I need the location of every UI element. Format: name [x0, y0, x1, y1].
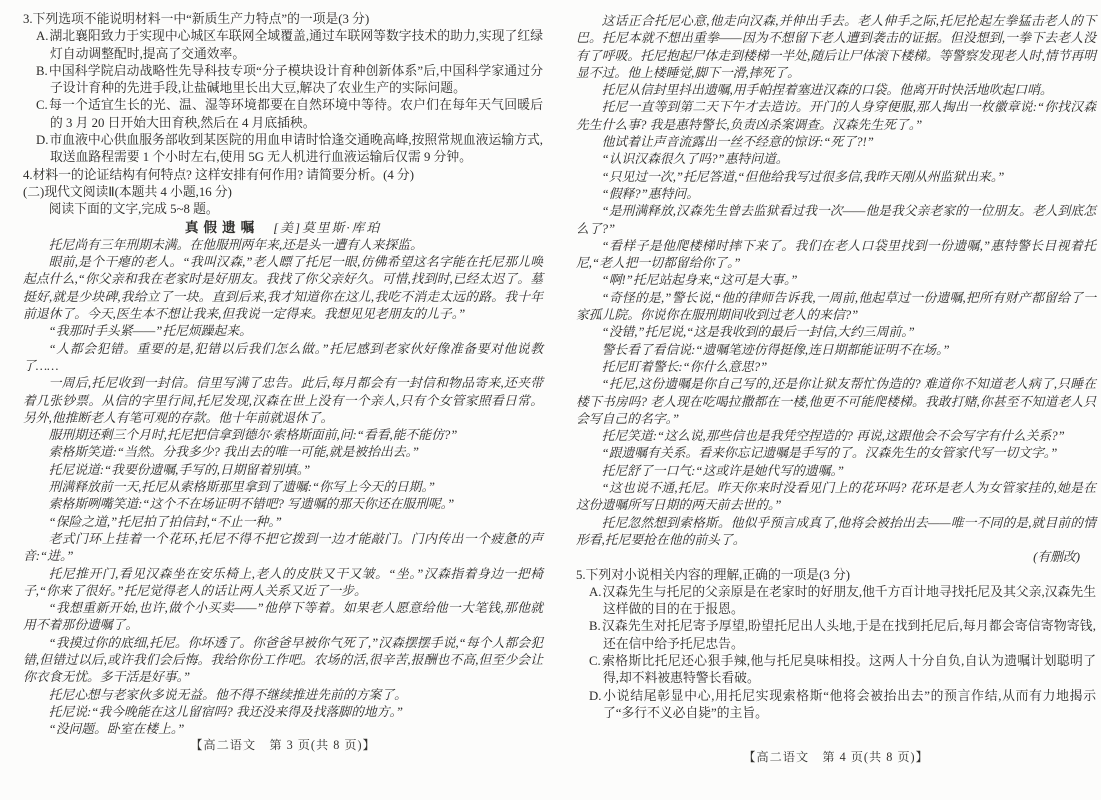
- story-paragraph: 托尼一直等到第二天下午才去造访。开门的人身穿便服,那人掏出一枚徽章说:“你找汉森先生什么事? 我是惠特警长,负责凶杀案调查。汉森先生死了。”: [576, 100, 1096, 132]
- question-5-stem: 5.下列对小说相关内容的理解,正确的一项是(3 分): [576, 567, 851, 582]
- question-3-stem: 3.下列选项不能说明材料一中“新质生产力特点”的一项是(3 分): [23, 12, 370, 26]
- story-paragraph: 索格斯笑道:“当然。分我多少? 我出去的唯一可能,就是被抬出去。”: [48, 445, 420, 460]
- story-paragraph: “假释?”惠特问。: [601, 186, 700, 201]
- option-label: A.: [589, 584, 602, 599]
- story-paragraph: 老式门环上挂着一个花环,托尼不得不把它拨到一边才能敲门。门内传出一个疲惫的声音:“进。”: [23, 531, 543, 564]
- option-label: C.: [36, 98, 48, 113]
- question-3-option-a: [23, 28, 543, 63]
- story-paragraph: “保险之道,”托尼拍了拍信封,“不止一种。”: [48, 514, 282, 529]
- story-paragraph: 警长看了看信说:“遗嘱笔迹仿得挺像,连日期都能证明不在场。”: [601, 342, 950, 357]
- story-paragraph: 托尼推开门,看见汉森坐在安乐椅上,老人的皮肤又干又皱。“坐。”汉森指着身边一把椅子,“你来了很好。”托尼觉得老人的话让两人关系又近了一步。: [23, 566, 543, 598]
- page-3-footer: 【高二语文 第 3 页(共 8 页)】: [190, 738, 376, 752]
- story-paragraph: 托尼尚有三年刑期未满。在他服刑两年来,还是头一遭有人来探监。: [48, 237, 423, 252]
- reading-instruction: 阅读下面的文字,完成 5~8 题。: [48, 202, 219, 217]
- question-5-option-b: [576, 618, 1096, 653]
- option-label: B.: [36, 63, 48, 78]
- exam-page-4: [576, 0, 1096, 800]
- question-5-option-a: [576, 584, 1096, 619]
- story-body-page-3: [23, 237, 543, 739]
- page-4-footer: 【高二语文 第 4 页(共 8 页)】: [743, 750, 929, 764]
- exam-page-3: [23, 0, 543, 800]
- story-title-line: [23, 219, 543, 237]
- story-body-page-4: [576, 13, 1096, 549]
- option-text: 每一个适宜生长的光、温、湿等环境都要在自然环境中等待。农户们在每年天气回暖后的 3 月 20 日开始大田育秧,然后在 4 月底插秧。: [48, 98, 543, 130]
- story-paragraph: 服刑期还剩三个月时,托尼把信拿到德尔·索格斯面前,问:“看看,能不能仿?”: [48, 428, 458, 443]
- section-heading-modern-reading-2: (二)现代文阅读Ⅱ(本题共 4 小题,16 分): [23, 184, 232, 199]
- option-text: 汉森先生与托尼的父亲原是在老家时的好朋友,他千方百计地寻找托尼及其父亲,汉森先生这样做的目的在于报恩。: [602, 584, 1096, 617]
- story-paragraph: “人都会犯错。重要的是,犯错以后我们怎么做。”托尼感到老家伙好像准备要对他说教了……: [23, 341, 543, 373]
- option-label: B.: [589, 619, 601, 634]
- option-text: 汉森先生对托尼寄予厚望,盼望托尼出人头地,于是在找到托尼后,每月都会寄信寄物寄钱,还在信中给予托尼忠告。: [601, 619, 1096, 651]
- story-paragraph: 这话正合托尼心意,他走向汉森,并伸出手去。老人伸手之际,托尼抡起左拳猛击老人的下巴。托尼本就不想出重拳——因为不想留下老人遭到袭击的证据。但没想到,一拳下去老人没有了呼吸。托尼抱起尸体走到楼梯一半处,随后让尸体滚下楼梯。等警察发现老人时,情节再明显不过。他上楼睡觉,脚下一滑,摔死了。: [576, 14, 1096, 80]
- question-5-option-d: [576, 688, 1096, 723]
- story-paragraph: 托尼舒了一口气:“这或许是她代写的遗嘱。”: [601, 463, 845, 478]
- story-paragraph: “啊!”托尼站起身来,“这可是大事。”: [601, 273, 798, 288]
- story-paragraph: 一周后,托尼收到一封信。信里写满了忠告。此后,每月都会有一封信和物品寄来,还夹带着几张钞票。从信的字里行间,托尼发现,汉森在世上没有一个亲人,只有个女管家照看日常。另外,他推断老人有笔可观的存款。他十年前就退休了。: [23, 376, 543, 425]
- question-3-option-b: [23, 63, 543, 98]
- story-paragraph: 托尼笑道:“这么说,那些信也是我凭空捏造的? 再说,这跟他会不会写字有什么关系?”: [601, 429, 1065, 444]
- story-paragraph: 眼前,是个干瘪的老人。“我叫汉森,”老人瞟了托尼一眼,仿佛希望这名字能在托尼那儿唤起点什么,“你父亲和我在老家时是好朋友。我找了你父亲好久。可惜,找到时,已经太迟了。墓挺好,就是少块碑,我给立了一块。直到后来,我才知道你在这儿,我吃不消走太远的路。我十年前退休了。今天,医生本不想让我来,但我说一定得来。我想见见老朋友的儿子。”: [23, 255, 543, 322]
- story-paragraph: “是刑满释放,汉森先生曾去监狱看过我一次——他是我父亲老家的一位朋友。老人到底怎么了?”: [576, 204, 1096, 236]
- story-paragraph: 他试着让声音流露出一丝不经意的惊讶:“死了?!”: [601, 135, 874, 150]
- option-text: 湖北襄阳致力于实现中心城区车联网全域覆盖,通过车联网等数字技术的助力,实现了红绿灯自动调整配时,提高了交通效率。: [49, 29, 543, 61]
- story-author: [美]莫里斯·库珀: [273, 220, 382, 235]
- option-text: 小说结尾彰显中心,用托尼实现索格斯“他将会被抬出去”的预言作结,从而有力地揭示了“多行不义必自毙”的主旨。: [602, 688, 1096, 720]
- option-label: C.: [589, 653, 601, 668]
- story-paragraph: “没问题。卧室在楼上。”: [48, 722, 185, 737]
- story-paragraph: 托尼心想与老家伙多说无益。他不得不继续推进先前的方案了。: [48, 687, 407, 702]
- page-3-content: [23, 0, 543, 738]
- story-paragraph: “这也说不通,托尼。昨天你来时没看见门上的花环吗? 花环是老人为女管家挂的,她是在这份遗嘱所写日期的两天前去世的。”: [576, 481, 1096, 513]
- story-paragraph: “托尼,这份遗嘱是你自己写的,还是你让狱友帮忙伪造的? 难道你不知道老人病了,只睡在楼下书房吗? 老人现在吃喝拉撒都在一楼,他更不可能爬楼梯。我敢打赌,你甚至不知道老人只会写自己的名字。”: [576, 377, 1096, 426]
- story-paragraph: 刑满释放前一天,托尼从索格斯那里拿到了遗嘱:“你写上今天的日期。”: [48, 480, 435, 495]
- option-text: 中国科学院启动战略性先导科技专项“分子模块设计育种创新体系”后,中国科学家通过分子设计育种的先进手段,让盐碱地里长出大豆,解决了农业生产的实际问题。: [48, 63, 543, 96]
- question-5-option-c: [576, 653, 1096, 688]
- story-paragraph: 托尼忽然想到索格斯。他似乎预言成真了,他将会被抬出去——唯一不同的是,就目前的情形看,托尼要抢在他的前头了。: [576, 515, 1096, 547]
- question-4-stem: 4.材料一的论证结构有何特点? 这样安排有何作用? 请简要分析。(4 分): [23, 167, 414, 182]
- question-3-option-c: [23, 97, 543, 132]
- story-paragraph: “没错,”托尼说,“这是我收到的最后一封信,大约三周前。”: [601, 325, 915, 340]
- story-paragraph: “我想重新开始,也许,做个小买卖——”他停下等着。如果老人愿意给他一大笔钱,那他就用不着那份遗嘱了。: [23, 601, 543, 633]
- deletion-note: (有删改): [1033, 550, 1080, 565]
- story-paragraph: “只见过一次,”托尼答道,“但他给我写过很多信,我昨天刚从州监狱出来。”: [601, 169, 1005, 184]
- option-label: A.: [36, 29, 49, 44]
- option-label: D.: [36, 133, 49, 148]
- story-paragraph: “奇怪的是,”警长说,“他的律师告诉我,一周前,他起草过一份遗嘱,把所有财产都留给了一家孤儿院。你说你在服刑期间收到过老人的来信?”: [576, 290, 1096, 323]
- story-title: 真假遗嘱: [184, 219, 260, 235]
- story-paragraph: 托尼说道:“我要份遗嘱,手写的,日期留着别填。”: [48, 462, 311, 477]
- option-label: D.: [589, 688, 602, 703]
- story-paragraph: 托尼说:“我今晚能在这儿留宿吗? 我还没来得及找落脚的地方。”: [48, 704, 404, 719]
- option-text: 索格斯比托尼还心狠手辣,他与托尼臭味相投。这两人十分自负,自认为遗嘱计划聪明了得,却不料被惠特警长看破。: [601, 653, 1096, 686]
- option-text: 市血液中心供血服务部收到某医院的用血申请时恰逢交通晚高峰,按照常规血液运输方式,取送血路程需要 1 个小时左右,使用 5G 无人机进行血液运输后仅需 9 分钟。: [49, 133, 543, 165]
- story-paragraph: “我摸过你的底细,托尼。你坏透了。你爸爸早被你气死了,”汉森摆摆手说,“每个人都会犯错,但错过以后,或许我们会后悔。我给你份工作吧。农场的活,很辛苦,报酬也不高,但至少会让你衣食无忧。多干活是好事。”: [23, 635, 543, 685]
- story-paragraph: “我那时手头紧——”托尼烦躁起来。: [48, 324, 252, 339]
- story-paragraph: 托尼盯着警长:“你什么意思?”: [601, 359, 768, 374]
- story-paragraph: 托尼从信封里抖出遗嘱,用手帕捏着塞进汉森的口袋。他离开时快活地吹起口哨。: [601, 83, 1053, 98]
- story-paragraph: “看样子是他爬楼梯时摔下来了。我们在老人口袋里找到一份遗嘱,”惠特警长目视着托尼,“老人把一切都留给你了。”: [576, 238, 1096, 271]
- story-paragraph: “跟遗嘱有关系。看来你忘记遗嘱是手写的了。汉森先生的女管家代写一切文字。”: [601, 446, 1058, 461]
- story-paragraph: 索格斯咧嘴笑道:“这个不在场证明不错吧? 写遗嘱的那天你还在服刑呢。”: [48, 497, 455, 512]
- story-paragraph: “认识汉森很久了吗?”惠特问道。: [601, 152, 789, 167]
- page-4-content: [576, 0, 1096, 722]
- question-3-option-d: [23, 132, 543, 167]
